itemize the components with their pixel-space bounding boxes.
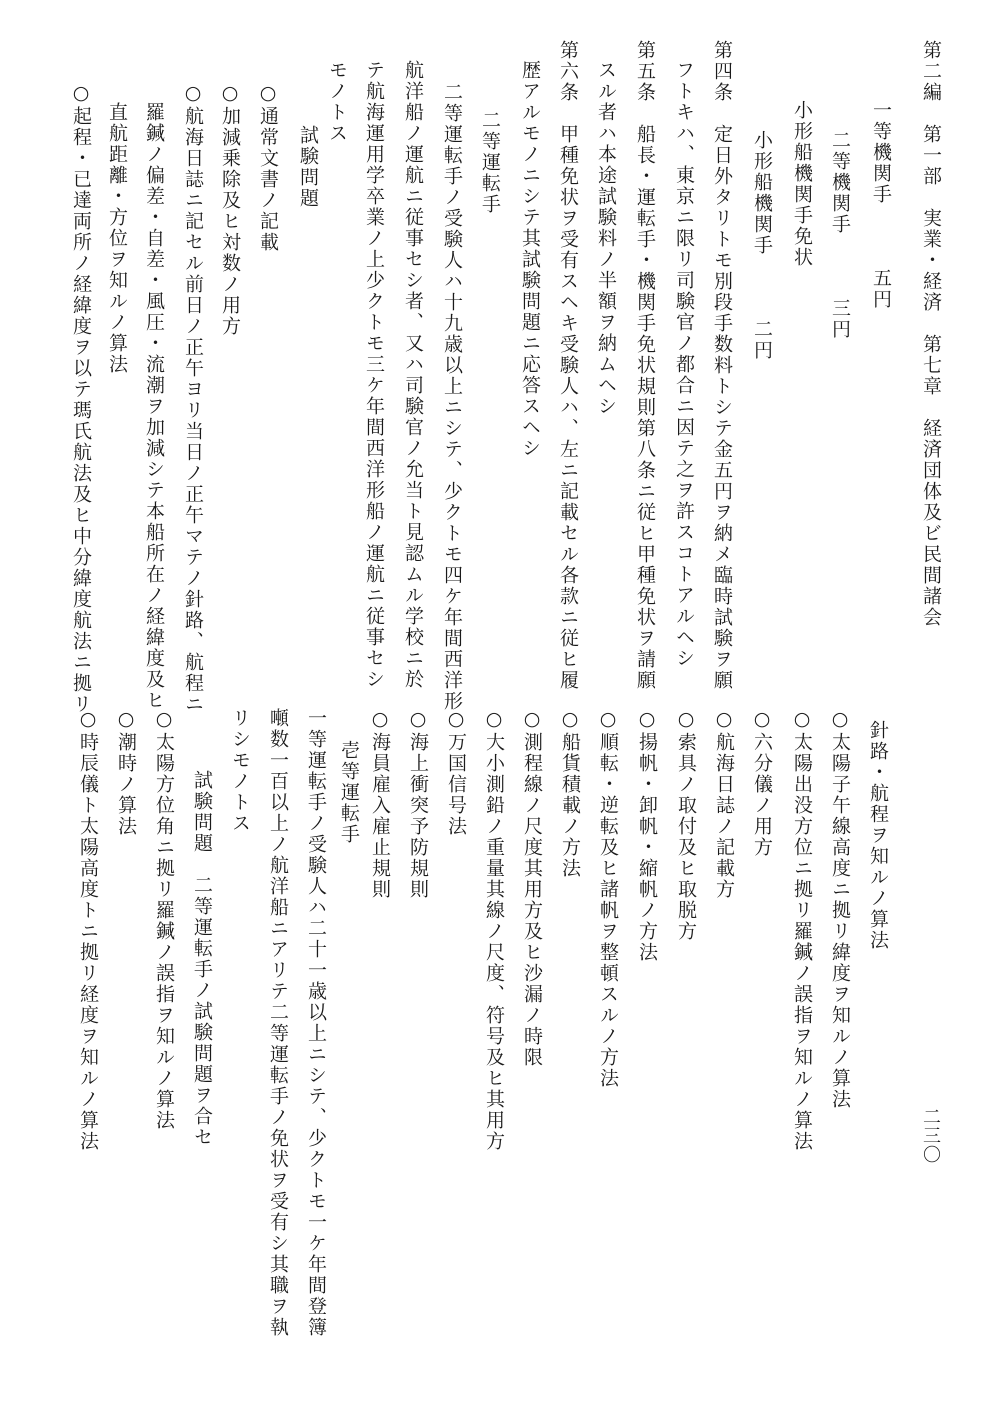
second-mate-para-line-3: テ航海運用学卒業ノ上少クトモ三ケ年間西洋形船ノ運航ニ従事セシ: [363, 60, 385, 690]
exam-item-sun-meridian-altitude: ○太陽子午線高度ニ拠リ緯度ヲ知ルノ算法: [829, 708, 851, 1110]
fee-line-second-engineer: 二等機関手 三円: [829, 130, 851, 340]
exam-item-cargo-stowage: ○船貨積載ノ方法: [559, 708, 581, 879]
exam-item-log-line-sandglass: ○測程線ノ尺度其用方及ヒ沙漏ノ時限: [521, 708, 543, 1068]
exam-item-tide-computation: ○潮時ノ算法: [115, 708, 137, 837]
article-6-line-2: 歴アルモノニシテ其試験問題ニ応答スヘシ: [519, 60, 541, 459]
article-5-line-2: スル者ハ本途試験料ノ半額ヲ納ムヘシ: [595, 60, 617, 417]
first-mate-para-line-3: リシモノトス: [229, 708, 251, 834]
exam-item-log-book-reckoning-line-3: 直航距離・方位ヲ知ルノ算法: [106, 102, 128, 375]
page-number: 二三〇: [920, 1107, 941, 1164]
exam-item-log-book-reckoning-line-2: 羅鍼ノ偏差・自差・風圧・流潮ヲ加減シテ本船所在ノ経緯度及ヒ: [143, 102, 165, 711]
exam-item-sail-handling: ○揚帆・卸帆・縮帆ノ方法: [636, 708, 658, 963]
second-mate-heading: 二等運転手: [479, 110, 501, 215]
article-4-line-1: 第四条 定日外タリトモ別段手数料トシテ金五円ヲ納メ臨時試験ヲ願: [711, 40, 733, 691]
fee-line-first-engineer: 一等機関手 五円: [870, 100, 892, 310]
small-boat-engineer-license-heading: 小形船機関手免状: [791, 100, 813, 268]
article-6-line-1: 第六条 甲種免状ヲ受有スヘキ受験人ハ、左ニ記載セル各款ニ従ヒ履: [557, 40, 579, 691]
exam-item-seamen-hiring-rules: ○海員雇入雇止規則: [369, 708, 391, 900]
exam-item-sextant: ○六分儀ノ用方: [751, 708, 773, 858]
exam-item-tacking-wearing: ○順転・逆転及ヒ諸帆ヲ整頓スルノ方法: [597, 708, 619, 1089]
exam-item-log-book-reckoning-line-1: ○航海日誌ニ記セル前日ノ正午ヨリ当日ノ正午マテノ針路、航程ニ: [182, 82, 204, 715]
exam-item-departure-arrival-line-1: ○起程・已達両所ノ経緯度ヲ以テ瑪氏航法及ヒ中分緯度航法ニ拠リ: [70, 82, 92, 715]
exam-item-chronometer-longitude: ○時辰儀ト太陽高度トニ拠リ経度ヲ知ルノ算法: [77, 708, 99, 1152]
exam-item-sun-azimuth-compass: ○太陽方位角ニ拠リ羅鍼ノ誤指ヲ知ルノ算法: [153, 708, 175, 1131]
exam-item-international-signals: ○万国信号法: [445, 708, 467, 837]
first-mate-para-line-1: 一等運転手ノ受験人ハ二十一歳以上ニシテ、少クトモ一ケ年間登簿: [305, 708, 327, 1338]
exam-item-rigging: ○索具ノ取付及ヒ取脱方: [675, 708, 697, 942]
first-mate-heading: 壱等運転手: [338, 740, 360, 845]
fee-line-small-boat-engineer: 小形船機関手 二円: [751, 130, 773, 361]
second-mate-para-line-4: モノトス: [326, 60, 348, 144]
second-mate-para-line-2: 航洋船ノ運航ニ従事セシ者、又ハ司験官ノ允当ト見認ムル学校ニ於: [402, 60, 424, 690]
first-mate-para-line-2: 噸数一百以上ノ航洋船ニアリテ二等運転手ノ免状ヲ受有シ其職ヲ執: [267, 708, 289, 1338]
first-mate-exam-heading: 試験問題 二等運転手ノ試験問題ヲ合セ: [191, 770, 213, 1148]
exam-item-document-writing: ○通常文書ノ記載: [257, 82, 279, 253]
exam-item-collision-regulations: ○海上衝突予防規則: [407, 708, 429, 900]
running-title: 第二編 第一部 実業・経済 第七章 経済団体及ビ民間諸会: [920, 40, 942, 628]
second-mate-para-line-1: 二等運転手ノ受験人ハ十九歳以上ニシテ、少クトモ四ケ年間西洋形: [441, 82, 463, 712]
exam-item-arithmetic-logarithms: ○加減乗除及ヒ対数ノ用方: [219, 82, 241, 337]
exam-item-sounding-leads: ○大小測鉛ノ重量其線ノ尺度、符号及ヒ其用方: [483, 708, 505, 1152]
exam-questions-heading: 試験問題: [297, 125, 319, 209]
exam-item-departure-arrival-line-2: 針路・航程ヲ知ルノ算法: [867, 720, 889, 951]
exam-item-log-book-keeping: ○航海日誌ノ記載方: [713, 708, 735, 900]
article-5-line-1: 第五条 船長・運転手・機関手免状規則第八条ニ従ヒ甲種免状ヲ請願: [634, 40, 656, 691]
article-4-line-2: フトキハ、東京ニ限リ司験官ノ都合ニ因テ之ヲ許スコトアルヘシ: [673, 60, 695, 669]
exam-item-sun-amplitude-compass: ○太陽出没方位ニ拠リ羅鍼ノ誤指ヲ知ルノ算法: [791, 708, 813, 1152]
